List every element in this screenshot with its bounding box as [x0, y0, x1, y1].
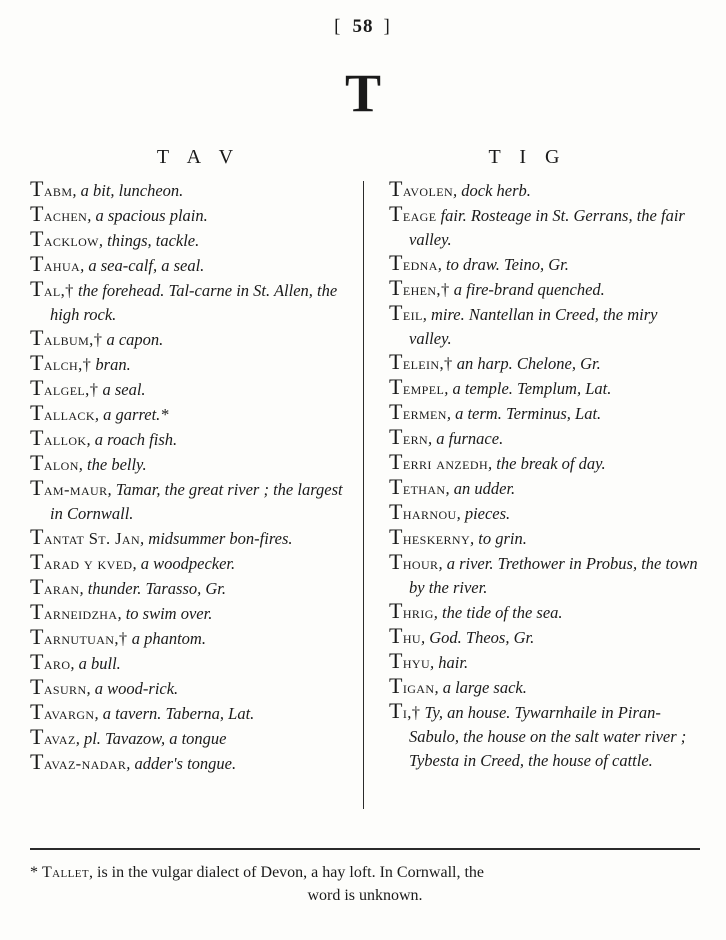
running-heads	[0, 146, 726, 169]
bracket-close: ]	[383, 16, 392, 37]
entry-headword: Talon	[30, 450, 79, 475]
dictionary-entry	[389, 474, 700, 501]
entry-headword: Tasurn	[30, 674, 87, 699]
entry-definition: , a woodpecker.	[132, 554, 236, 573]
dictionary-entry	[30, 649, 347, 676]
dictionary-entry	[30, 574, 347, 601]
dictionary-entry	[30, 599, 347, 626]
entry-definition: a seal.	[98, 380, 146, 399]
entry-headword: Tethan	[389, 474, 446, 499]
entry-definition: , a bull.	[70, 654, 121, 673]
entry-definition: , the tide of the sea.	[433, 603, 563, 622]
entry-headword: Tehen,†	[389, 275, 450, 300]
entry-headword: Tarad y kved	[30, 549, 133, 574]
entry-headword: Tarnutuan,†	[30, 624, 128, 649]
entry-headword: Tarneidzha	[30, 599, 118, 624]
dictionary-entry	[30, 624, 347, 651]
dictionary-entry	[389, 698, 700, 773]
dictionary-entry	[389, 399, 700, 426]
entry-headword: Tabm	[30, 176, 73, 201]
bracket-open: [	[334, 16, 343, 37]
entry-headword: Terri anzedh	[389, 449, 489, 474]
entry-definition: a capon.	[102, 330, 164, 349]
dictionary-entry	[30, 176, 347, 203]
entry-definition: bran.	[91, 355, 131, 374]
entry-definition: , a bit, luncheon.	[72, 181, 184, 200]
entry-headword: Tavaz	[30, 724, 76, 749]
section-letter: T	[344, 63, 382, 123]
dictionary-entry	[389, 598, 700, 625]
entry-headword: Thyu	[389, 648, 431, 673]
column-divider	[363, 181, 364, 809]
entry-headword: Ti,†	[389, 698, 421, 723]
entry-definition: , a sea-calf, a seal.	[80, 256, 205, 275]
entry-headword: Tal,†	[30, 276, 74, 301]
dictionary-entry	[30, 375, 347, 402]
entry-definition: , a temple. Templum, Lat.	[444, 379, 612, 398]
entry-definition: , thunder. Tarasso, Gr.	[79, 579, 227, 598]
entry-headword: Tam-maur	[30, 475, 108, 500]
entry-headword: Termen	[389, 399, 447, 424]
dictionary-entry	[30, 350, 347, 377]
entry-headword: Tavargn	[30, 699, 95, 724]
entry-headword: Thrig	[389, 598, 434, 623]
dictionary-entry	[30, 276, 347, 327]
entry-definition: , things, tackle.	[98, 231, 200, 250]
entry-definition: , a garret.*	[94, 405, 169, 424]
entry-definition: , midsummer bon-fires.	[140, 529, 293, 548]
dictionary-entry	[30, 549, 347, 576]
entry-headword: Talbum,†	[30, 325, 103, 350]
dictionary-entry	[30, 226, 347, 253]
dictionary-entry	[30, 450, 347, 477]
dictionary-entry	[389, 275, 700, 302]
dictionary-page	[0, 16, 726, 940]
entry-headword: Tacklow	[30, 226, 99, 251]
entry-headword: Teage	[389, 201, 437, 226]
entry-definition: Ty, an house. Tywarnhaile in Piran-Sabulo, the house on the salt water river ; Tybesta in Creed, the house of cattle.	[409, 703, 687, 770]
entry-definition: the forehead. Tal-carne in St. Allen, the high rock.	[50, 281, 338, 324]
entry-headword: Tigan	[389, 673, 435, 698]
dictionary-entry	[30, 251, 347, 278]
footnote-marker: *	[30, 864, 38, 881]
dictionary-entry	[389, 499, 700, 526]
page-number	[0, 16, 726, 38]
dictionary-entry	[30, 674, 347, 701]
dictionary-entry	[389, 623, 700, 650]
dictionary-entry	[389, 300, 700, 351]
dictionary-entry	[389, 176, 700, 203]
entry-definition: , the break of day.	[488, 454, 606, 473]
footnote-line1: , is in the vulgar dialect of Devon, a hay loft. In Cornwall, the	[89, 864, 485, 881]
footnote	[30, 861, 700, 907]
entry-headword: Thour	[389, 549, 439, 574]
entry-definition: , a tavern. Taberna, Lat.	[94, 704, 255, 723]
entry-definition: , to grin.	[470, 529, 527, 548]
entry-definition: , Tamar, the great river ; the largest in Cornwall.	[50, 480, 343, 523]
dictionary-entry	[30, 475, 347, 526]
running-head-right: T I G	[488, 146, 567, 168]
running-head-left: T A V	[156, 146, 241, 168]
entry-definition: , an udder.	[445, 479, 516, 498]
entry-definition: , a spacious plain.	[87, 206, 208, 225]
entry-headword: Thu	[389, 623, 421, 648]
entry-definition: , a large sack.	[434, 678, 527, 697]
dictionary-entry	[389, 549, 700, 600]
entry-definition: , adder's tongue.	[126, 754, 237, 773]
entry-headword: Tavaz-nadar	[30, 749, 127, 774]
entry-headword: Tachen	[30, 201, 88, 226]
entry-headword: Talch,†	[30, 350, 92, 375]
entry-headword: Tedna	[389, 250, 438, 275]
entry-headword: Taran	[30, 574, 80, 599]
footnote-headword: Tallet	[42, 864, 89, 881]
dictionary-entry	[389, 673, 700, 700]
entry-definition: , a furnace.	[428, 429, 504, 448]
entry-headword: Tharnou	[389, 499, 457, 524]
dictionary-entry	[30, 724, 347, 751]
entry-headword: Tavolen	[389, 176, 454, 201]
entry-definition: , mire. Nantellan in Creed, the miry valley.	[409, 305, 658, 348]
entry-headword: Telein,†	[389, 349, 453, 374]
dictionary-entry	[30, 325, 347, 352]
entry-definition: , the belly.	[78, 455, 147, 474]
entry-definition: , to swim over.	[117, 604, 213, 623]
dictionary-entry	[389, 250, 700, 277]
dictionary-entry	[389, 201, 700, 252]
entry-headword: Tahua	[30, 251, 81, 276]
entry-headword: Tempel	[389, 374, 445, 399]
footnote-line2: word is unknown.	[307, 887, 423, 905]
dictionary-entry	[389, 349, 700, 376]
entry-definition: , a river. Trethower in Probus, the town by the river.	[409, 554, 698, 597]
column-right	[365, 176, 700, 777]
dictionary-entry	[30, 400, 347, 427]
entry-definition: , a wood-rick.	[86, 679, 179, 698]
body-columns	[0, 176, 726, 777]
entry-definition: , dock herb.	[453, 181, 531, 200]
dictionary-entry	[389, 524, 700, 551]
dictionary-entry	[30, 749, 347, 776]
dictionary-entry	[30, 524, 347, 551]
entry-definition: , hair.	[430, 653, 469, 672]
entry-definition: a fire-brand quenched.	[449, 280, 605, 299]
entry-definition: , pl. Tavazow, a tongue	[75, 729, 227, 748]
entry-headword: Tallack	[30, 400, 95, 425]
dictionary-entry	[389, 424, 700, 451]
entry-definition: , God. Theos, Gr.	[420, 628, 535, 647]
page-number-value: 58	[352, 16, 374, 37]
entry-headword: Tallok	[30, 425, 87, 450]
entry-headword: Teil	[389, 300, 423, 325]
dictionary-entry	[389, 374, 700, 401]
entry-headword: Tantat St. Jan	[30, 524, 141, 549]
entry-headword: Tern	[389, 424, 429, 449]
entry-definition: , pieces.	[456, 504, 511, 523]
entry-headword: Talgel,†	[30, 375, 99, 400]
entry-definition: , a term. Terminus, Lat.	[446, 404, 602, 423]
entry-definition: , a roach fish.	[86, 430, 178, 449]
entry-definition: a phantom.	[127, 629, 206, 648]
entry-definition: an harp. Chelone, Gr.	[452, 354, 601, 373]
entry-headword: Theskerny	[389, 524, 471, 549]
entry-definition: , to draw. Teino, Gr.	[437, 255, 569, 274]
footnote-rule	[30, 848, 700, 850]
dictionary-entry	[389, 648, 700, 675]
entry-definition: fair. Rosteage in St. Gerrans, the fair valley.	[409, 206, 685, 249]
dictionary-entry	[389, 449, 700, 476]
dictionary-entry	[30, 201, 347, 228]
dictionary-entry	[30, 699, 347, 726]
dictionary-entry	[30, 425, 347, 452]
column-left	[30, 176, 365, 777]
entry-headword: Taro	[30, 649, 71, 674]
